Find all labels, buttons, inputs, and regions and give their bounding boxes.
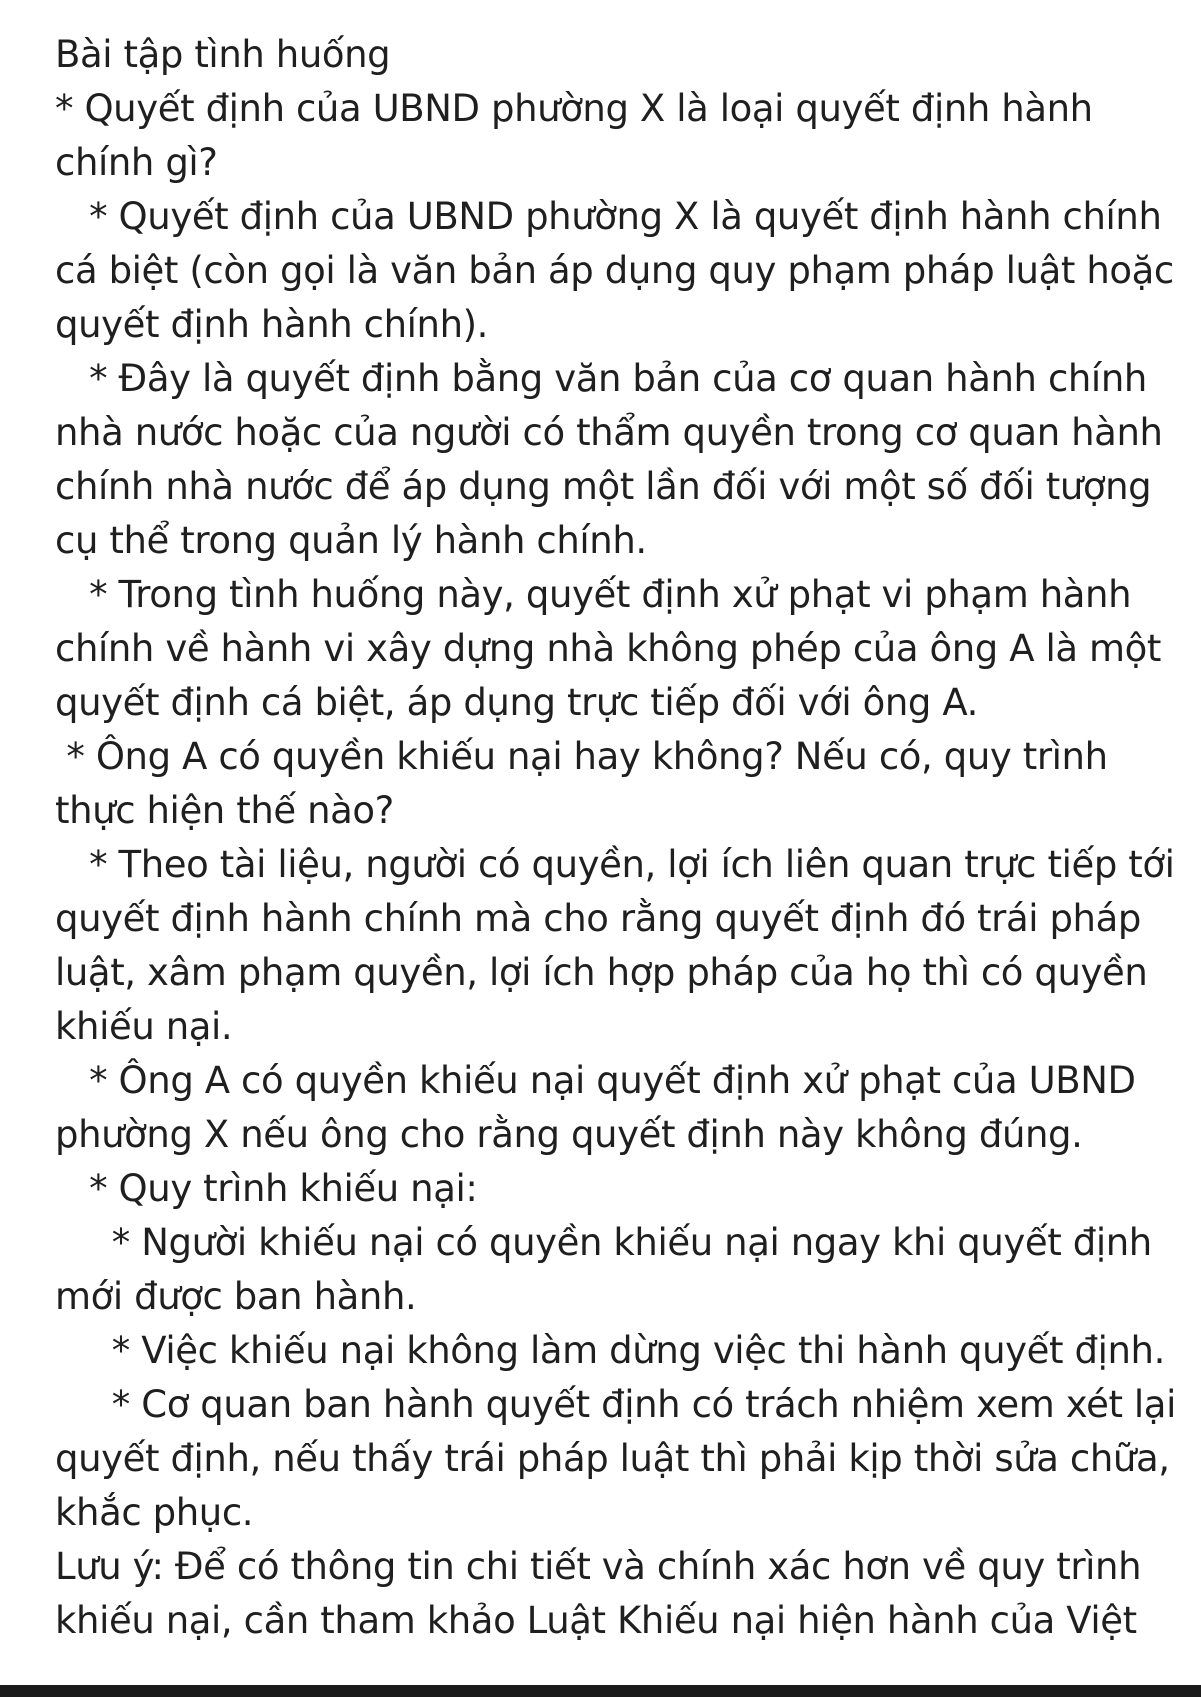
text-line: mới được ban hành. <box>55 1275 417 1318</box>
text-line: quyết định hành chính). <box>55 303 489 346</box>
text-line: Lưu ý: Để có thông tin chi tiết và chính xác hơn về quy trình <box>55 1545 1142 1588</box>
text-line: quyết định cá biệt, áp dụng trực tiếp đối với ông A. <box>55 681 978 724</box>
text-line: quyết định, nếu thấy trái pháp luật thì phải kịp thời sửa chữa, <box>55 1437 1170 1480</box>
text-line: khiếu nại, cần tham khảo Luật Khiếu nại hiện hành của Việt <box>55 1599 1137 1642</box>
text-line: * Quy trình khiếu nại: <box>55 1167 478 1210</box>
text-line: quyết định hành chính mà cho rằng quyết định đó trái pháp <box>55 897 1141 940</box>
bottom-edge-bar <box>0 1685 1201 1697</box>
text-line: * Trong tình huống này, quyết định xử phạt vi phạm hành <box>55 573 1132 616</box>
text-line: * Việc khiếu nại không làm dừng việc thi hành quyết định. <box>55 1329 1165 1372</box>
text-line: cá biệt (còn gọi là văn bản áp dụng quy phạm pháp luật hoặc <box>55 249 1174 292</box>
text-line: * Ông A có quyền khiếu nại hay không? Nếu có, quy trình <box>55 735 1108 778</box>
text-line: * Quyết định của UBND phường X là quyết định hành chính <box>55 195 1162 238</box>
text-line: thực hiện thế nào? <box>55 789 394 832</box>
text-line: * Người khiếu nại có quyền khiếu nại ngay khi quyết định <box>55 1221 1152 1264</box>
text-line: phường X nếu ông cho rằng quyết định này không đúng. <box>55 1113 1083 1156</box>
text-line: cụ thể trong quản lý hành chính. <box>55 519 647 562</box>
document-text <box>55 28 1176 1648</box>
text-line: khắc phục. <box>55 1491 254 1534</box>
text-line: * Ông A có quyền khiếu nại quyết định xử phạt của UBND <box>55 1059 1136 1102</box>
text-line: luật, xâm phạm quyền, lợi ích hợp pháp của họ thì có quyền <box>55 951 1148 994</box>
document-title: Bài tập tình huống <box>55 33 391 76</box>
text-line: * Đây là quyết định bằng văn bản của cơ quan hành chính <box>55 357 1147 400</box>
text-line: * Cơ quan ban hành quyết định có trách nhiệm xem xét lại <box>55 1383 1176 1426</box>
text-line: * Quyết định của UBND phường X là loại quyết định hành <box>55 87 1093 130</box>
text-line: * Theo tài liệu, người có quyền, lợi ích liên quan trực tiếp tới <box>55 843 1175 886</box>
text-line: nhà nước hoặc của người có thẩm quyền trong cơ quan hành <box>55 411 1163 454</box>
text-line: chính về hành vi xây dựng nhà không phép của ông A là một <box>55 627 1161 670</box>
text-line: khiếu nại. <box>55 1005 233 1048</box>
text-line: chính gì? <box>55 141 218 184</box>
text-line: chính nhà nước để áp dụng một lần đối với một số đối tượng <box>55 465 1152 508</box>
